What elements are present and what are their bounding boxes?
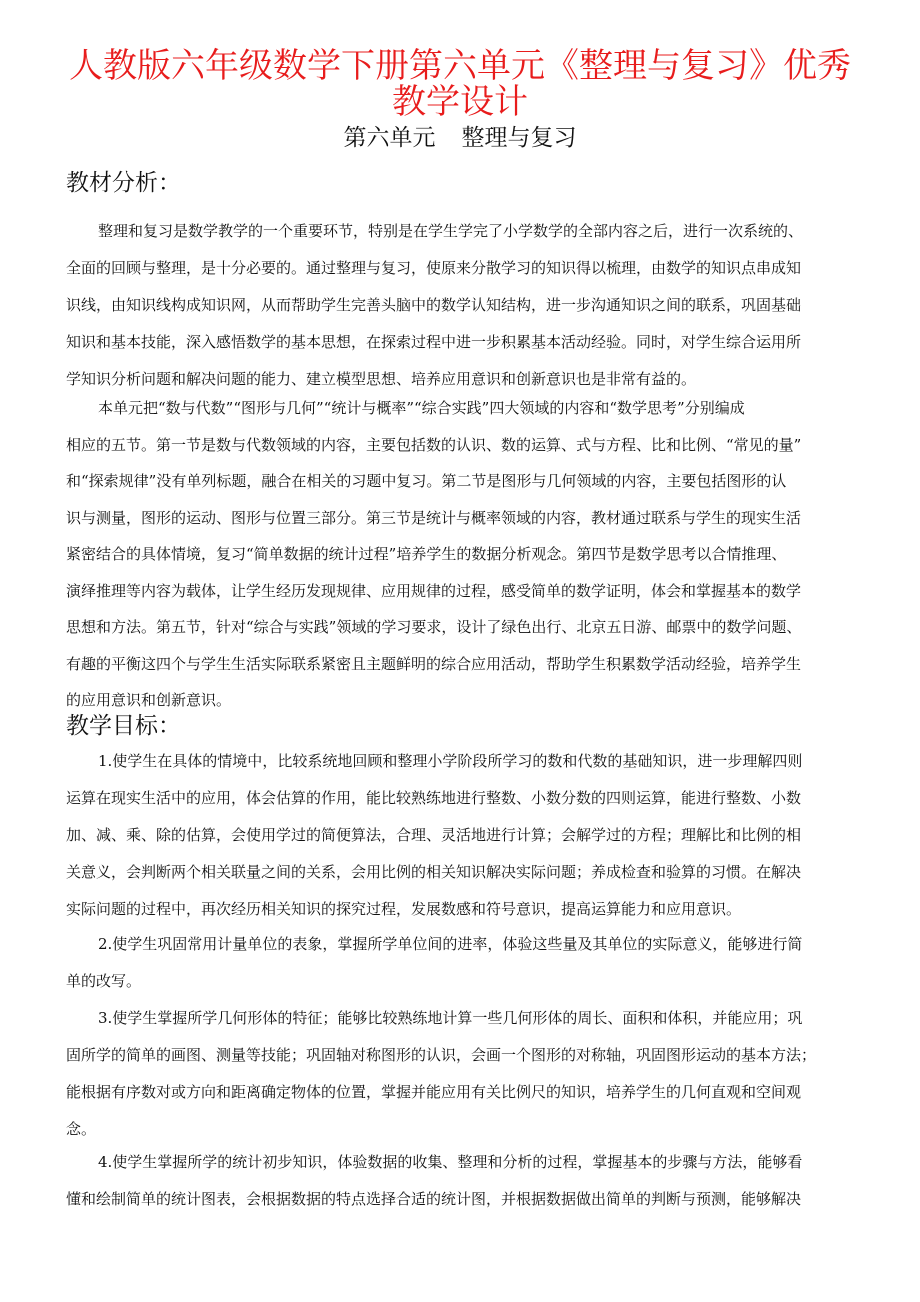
title-line-1: 人教版六年级数学下册第六单元《整理与复习》优秀 <box>69 46 851 86</box>
text-line: 运算在现实生活中的应用，体会估算的作用，能比较熟练地进行整数、小数分数的四则运算，能进行整数、小数 <box>66 789 802 807</box>
text-line: 相应的五节。第一节是数与代数领域的内容，主要包括数的认识、数的运算、式与方程、比和比例、“常见的量” <box>66 435 802 454</box>
text-line: 加、减、乘、除的估算，会使用学过的简便算法，合理、灵活地进行计算；会解学过的方程；理解比和比例的相 <box>66 826 802 844</box>
text-line: 的应用意识和创新意识。 <box>66 691 232 709</box>
text-line: 整理和复习是数学教学的一个重要环节，特别是在学生学完了小学数学的全部内容之后，进行一次系统的、 <box>98 222 804 240</box>
text-line: 单的改写。 <box>66 972 142 990</box>
text-line: 关意义，会判断两个相关联量之间的关系，会用比例的相关知识解决实际问题；养成检查和验算的习惯。在解决 <box>66 863 802 881</box>
text-line: 思想和方法。第五节，针对“综合与实践”领域的学习要求，设计了绿色出行、北京五日游、邮票中的数学问题、 <box>66 618 802 636</box>
goal-4 <box>66 1144 866 1218</box>
analysis-paragraph-2 <box>66 390 866 719</box>
text-line: 演绎推理等内容为载体，让学生经历发现规律、应用规律的过程，感受简单的数学证明，体会和掌握基本的数学 <box>66 581 802 600</box>
goal-1 <box>66 743 866 928</box>
goal-3 <box>66 1000 866 1148</box>
text-line: 念。 <box>66 1120 97 1138</box>
text-line: 和“探索规律”没有单列标题，融合在相关的习题中复习。第二节是图形与几何领域的内容，主要包括图形的认 <box>66 472 787 490</box>
text-line: 懂和绘制简单的统计图表，会根据数据的特点选择合适的统计图，并根据数据做出简单的判断与预测，能够解决 <box>66 1190 802 1208</box>
goal-2 <box>66 926 866 1000</box>
subtitle-topic: 整理与复习 <box>461 125 577 151</box>
text-line: 学知识分析问题和解决问题的能力、建立模型思想、培养应用意识和创新意识也是非常有益的。 <box>66 370 697 388</box>
document-title <box>40 48 880 120</box>
text-line: 识与测量，图形的运动、图形与位置三部分。第三节是统计与概率领域的内容，教材通过联系与学生的现实生活 <box>66 508 802 527</box>
text-line: 3.使学生掌握所学几何形体的特征；能够比较熟练地计算一些几何形体的周长、面积和体积，并能应用；巩 <box>98 1009 803 1027</box>
text-line: 能根据有序数对或方向和距离确定物体的位置，掌握并能应用有关比例尺的知识，培养学生的几何直观和空间观 <box>66 1083 802 1101</box>
section-heading-analysis: 教材分析： <box>66 170 181 196</box>
title-line-2: 教学设计 <box>392 82 528 122</box>
text-line: 识线，由知识线构成知识网，从而帮助学生完善头脑中的数学认知结构，进一步沟通知识之间的联系，巩固基础 <box>66 296 802 314</box>
text-line: 固所学的简单的画图、测量等技能；巩固轴对称图形的认识，会画一个图形的对称轴，巩固图形运动的基本方法； <box>66 1046 817 1064</box>
unit-subtitle <box>0 123 920 153</box>
text-line: 1.使学生在具体的情境中，比较系统地回顾和整理小学阶段所学习的数和代数的基础知识，进一步理解四则 <box>98 752 803 770</box>
text-line: 2.使学生巩固常用计量单位的表象，掌握所学单位间的进率，体验这些量及其单位的实际意义，能够进行简 <box>98 935 803 953</box>
analysis-paragraph-1 <box>66 213 866 398</box>
section-heading-goals: 教学目标： <box>66 713 181 739</box>
text-line: 实际问题的过程中，再次经历相关知识的探究过程，发展数感和符号意识，提高运算能力和应用意识。 <box>66 900 742 918</box>
text-line: 本单元把“数与代数”“图形与几何”“统计与概率”“综合实践”四大领域的内容和“数学思考”分别编成 <box>98 399 745 417</box>
text-line: 知识和基本技能，深入感悟数学的基本思想，在探索过程中进一步积累基本活动经验。同时，对学生综合运用所 <box>66 333 802 351</box>
subtitle-unit: 第六单元 <box>343 125 436 151</box>
text-line: 紧密结合的具体情境，复习“简单数据的统计过程”培养学生的数据分析观念。第四节是数学思考以合情推理、 <box>66 545 787 563</box>
text-line: 4.使学生掌握所学的统计初步知识，体验数据的收集、整理和分析的过程，掌握基本的步骤与方法，能够看 <box>98 1153 803 1171</box>
text-line: 全面的回顾与整理，是十分必要的。通过整理与复习，使原来分散学习的知识得以梳理，由数学的知识点串成知 <box>66 259 802 277</box>
text-line: 有趣的平衡这四个与学生生活实际联系紧密且主题鲜明的综合应用活动，帮助学生积累数学活动经验，培养学生 <box>66 654 802 673</box>
